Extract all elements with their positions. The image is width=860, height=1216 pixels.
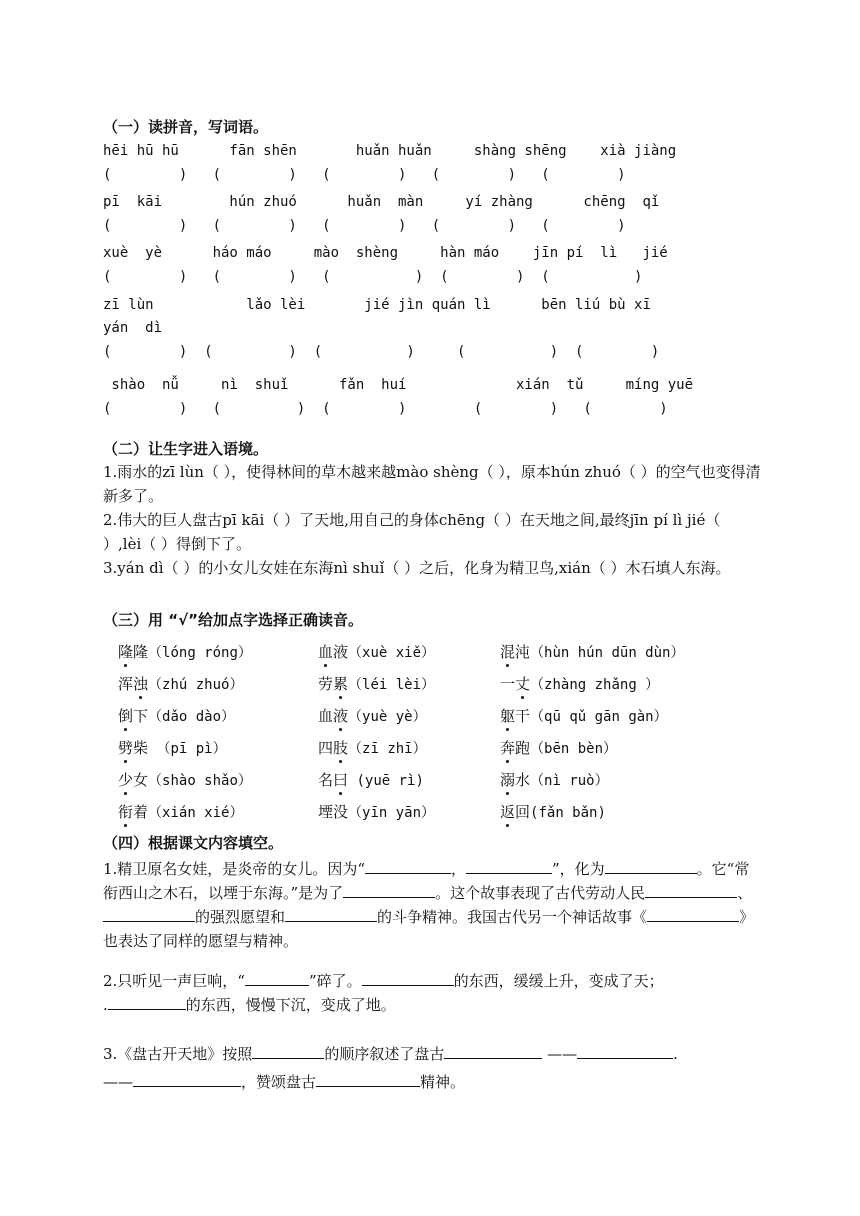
fill-blank[interactable] — [605, 859, 697, 874]
dotted-char: 液 — [333, 707, 349, 725]
reading-options[interactable]: （xián xié） — [148, 805, 244, 821]
fill-blank[interactable] — [577, 1044, 673, 1059]
plain-char: 下 — [133, 707, 149, 725]
fill-blank[interactable] — [133, 1072, 241, 1087]
section-2-title: （二）让生字进入语境。 — [103, 440, 269, 458]
p1-text-b: ， — [450, 860, 466, 878]
blank-row-5[interactable]: ( ) ( ) ( ) ( ) ( ) — [103, 401, 668, 417]
p3-text-f: ，赞颂盘古 — [241, 1073, 317, 1091]
dotted-char: 肢 — [333, 739, 349, 757]
reading-options[interactable]: （shào shǎo） — [148, 773, 252, 789]
section-3-title: （三）用 “√”给加点字选择正确读音。 — [103, 611, 363, 629]
p3-text-c: —— — [542, 1045, 578, 1063]
blank-row-4[interactable]: ( ) ( ) ( ) ( ) ( ) — [103, 344, 660, 360]
dotted-char: 劈 — [118, 739, 134, 757]
plain-char: 液 — [333, 643, 349, 661]
fill-blank[interactable] — [362, 971, 454, 986]
reading-options[interactable]: （hùn hún dūn dùn） — [530, 645, 685, 661]
plain-char: 浑 — [118, 675, 134, 693]
pinyin-row-4b: yán dì — [103, 320, 163, 336]
p2-text-c: 的东西，缓缓上升，变成了天； — [453, 972, 664, 990]
fill-blank[interactable] — [466, 859, 552, 874]
context-question-1: 1.雨水的zī lùn（ ），使得林间的草木越来越mào shèng（ ），原本hún zhuó（ ）的空气也变得清新多了。 — [103, 463, 761, 505]
pronunciation-item[interactable] — [500, 641, 684, 662]
dotted-char: 浊 — [133, 675, 149, 693]
fill-blank[interactable] — [316, 1072, 420, 1087]
fill-blank[interactable] — [245, 971, 309, 986]
dotted-char: 混 — [500, 643, 516, 661]
dotted-char: 躯 — [500, 707, 516, 725]
pinyin-row-5: shào nǚ nì shuǐ fǎn huí xián tǔ míng yuē — [103, 377, 694, 393]
fill-paragraph-1 — [103, 857, 763, 953]
reading-options[interactable]: （yīn yān） — [348, 805, 436, 821]
context-question-3: 3.yán dì（ ）的小女儿女娃在东海nì shuǐ（ ）之后，化身为精卫鸟,xián（ ）木石填人东海。 — [103, 559, 731, 577]
dotted-char: 丈 — [515, 675, 531, 693]
pronunciation-item[interactable] — [118, 801, 243, 822]
p1-text-d: 。它“常衔西山之木石，以堙于东海。”是为了 — [103, 860, 750, 902]
pinyin-row-2: pī kāi hún zhuó huǎn màn yí zhàng chēng qǐ — [103, 194, 660, 210]
dotted-char: 累 — [333, 675, 349, 693]
plain-char: 柴 — [133, 739, 149, 757]
fill-blank[interactable] — [285, 907, 377, 922]
pronunciation-item[interactable] — [318, 769, 424, 790]
p1-text-a: 1.精卫原名女娃，是炎帝的女儿。因为“ — [103, 860, 365, 878]
p2-text-b: ”碎了。 — [308, 972, 362, 990]
dotted-char: 溺 — [500, 771, 516, 789]
fill-paragraph-3 — [103, 1040, 763, 1096]
section-1-title: （一）读拼音，写词语。 — [103, 118, 269, 136]
fill-blank[interactable] — [647, 907, 739, 922]
p3-text-b: 的顺序叙述了盘古 — [324, 1045, 445, 1063]
plain-char: 水 — [515, 771, 531, 789]
reading-options[interactable]: （pī pì） — [148, 741, 227, 757]
plain-char: 沌 — [515, 643, 531, 661]
reading-options[interactable]: （zhàng zhǎng ） — [530, 677, 660, 693]
plain-char: 干 — [515, 707, 531, 725]
pinyin-row-1: hēi hū hū fān shēn huǎn huǎn shàng shēng xià jiàng — [103, 143, 677, 159]
context-question-2: 2.伟大的巨人盘古pī kāi（ ）了天地,用自己的身体chēng（ ）在天地之间,最终jīn pí lì jié（ ）,lèi（ ）得倒下了。 — [103, 511, 721, 553]
pronunciation-item[interactable] — [318, 801, 435, 822]
p1-text-c: ”，化为 — [552, 860, 605, 878]
dotted-char: 隆 — [118, 643, 134, 661]
p1-text-i: 》也表达了同样的愿望与精神。 — [103, 908, 755, 950]
dotted-char: 奔 — [500, 739, 516, 757]
pronunciation-item[interactable] — [118, 737, 227, 758]
plain-char: 劳 — [318, 675, 334, 693]
fill-blank[interactable] — [343, 883, 435, 898]
plain-char: 隆 — [133, 643, 149, 661]
plain-char: 着 — [133, 803, 149, 821]
plain-char: 女 — [133, 771, 149, 789]
fill-blank[interactable] — [444, 1044, 542, 1059]
dotted-char: 返 — [500, 803, 516, 821]
fill-blank[interactable] — [108, 995, 186, 1010]
pronunciation-item[interactable] — [118, 705, 235, 726]
p3-text-a: 3.《盘古开天地》按照 — [103, 1045, 253, 1063]
reading-options[interactable]: （zhú zhuó） — [148, 677, 244, 693]
dotted-char: 倒 — [118, 707, 134, 725]
pronunciation-item[interactable] — [318, 673, 435, 694]
blank-row-2[interactable]: ( ) ( ) ( ) ( ) ( ) — [103, 218, 626, 234]
p1-text-f: 、 — [737, 884, 753, 902]
fill-paragraph-2 — [103, 969, 763, 1017]
pinyin-row-3: xuè yè háo máo mào shèng hàn máo jīn pí lì jié — [103, 245, 668, 261]
reading-options[interactable]: (yuē rì) — [348, 773, 424, 789]
plain-char: 名 — [318, 771, 334, 789]
reading-options[interactable]: (fǎn bǎn) — [530, 805, 606, 821]
blank-row-3[interactable]: ( ) ( ) ( ) ( ) ( ) — [103, 269, 643, 285]
dotted-char: 少 — [118, 771, 134, 789]
reading-options[interactable]: （zī zhī） — [348, 741, 427, 757]
reading-options[interactable]: （qū qǔ gān gàn） — [530, 709, 668, 725]
section-4-title: （四）根据课文内容填空。 — [103, 834, 284, 852]
dotted-char: 衔 — [118, 803, 134, 821]
p3-text-g: 精神。 — [420, 1073, 466, 1091]
p3-text-d: . — [673, 1045, 678, 1063]
pronunciation-item[interactable] — [118, 769, 252, 790]
p2-text-e: 的东西，慢慢下沉，变成了地。 — [185, 996, 396, 1014]
fill-blank[interactable] — [645, 883, 737, 898]
dotted-char: 血 — [318, 643, 334, 661]
pronunciation-item[interactable] — [318, 737, 427, 758]
pronunciation-item[interactable] — [318, 705, 427, 726]
p2-text-d: . — [103, 996, 108, 1014]
plain-char: 回 — [515, 803, 531, 821]
plain-char: 一 — [500, 675, 516, 693]
p1-text-e: 。这个故事表现了古代劳动人民 — [435, 884, 646, 902]
pronunciation-item[interactable] — [500, 737, 617, 758]
plain-char: 没 — [333, 803, 349, 821]
reading-options[interactable]: （bēn bèn） — [530, 741, 618, 757]
reading-options[interactable]: （léi lèi） — [348, 677, 436, 693]
pronunciation-item[interactable] — [500, 801, 606, 822]
dotted-char: 曰 — [333, 771, 349, 789]
pronunciation-item[interactable] — [118, 673, 243, 694]
p1-text-h: 的斗争精神。我国古代另一个神话故事《 — [377, 908, 648, 926]
pinyin-row-4: zī lùn lǎo lèi jié jìn quán lì bēn liú bù xī — [103, 297, 651, 313]
pronunciation-item[interactable] — [318, 641, 435, 662]
p3-text-e: —— — [103, 1073, 133, 1091]
fill-blank[interactable] — [365, 859, 451, 874]
p2-text-a: 2.只听见一声巨响，“ — [103, 972, 245, 990]
plain-char: 跑 — [515, 739, 531, 757]
blank-row-1[interactable]: ( ) ( ) ( ) ( ) ( ) — [103, 167, 626, 183]
fill-blank[interactable] — [252, 1044, 324, 1059]
pronunciation-item[interactable] — [500, 705, 668, 726]
reading-options[interactable]: （yuè yè） — [348, 709, 427, 725]
fill-blank[interactable] — [103, 907, 195, 922]
pronunciation-item[interactable] — [500, 769, 609, 790]
pronunciation-item[interactable] — [118, 641, 252, 662]
plain-char: 堙 — [318, 803, 334, 821]
pronunciation-item[interactable] — [500, 673, 659, 694]
reading-options[interactable]: （dǎo dào） — [148, 709, 236, 725]
reading-options[interactable]: （nì ruò） — [530, 773, 609, 789]
plain-char: 血 — [318, 707, 334, 725]
reading-options[interactable]: （lóng róng） — [148, 645, 252, 661]
reading-options[interactable]: （xuè xiě） — [348, 645, 436, 661]
p1-text-g: 的强烈愿望和 — [195, 908, 286, 926]
plain-char: 四 — [318, 739, 334, 757]
